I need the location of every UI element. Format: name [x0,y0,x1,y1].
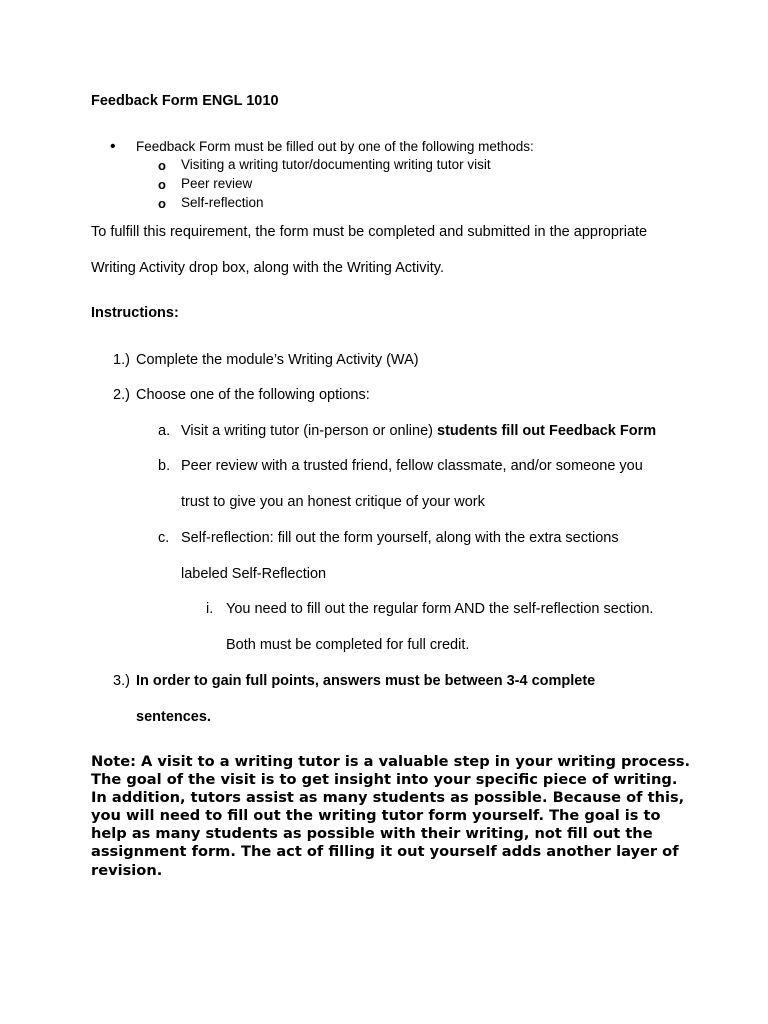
subpoint-text: You need to fill out the regular form AND the self-reflection section. [226,601,654,617]
option-text: labeled Self-Reflection [181,566,327,582]
option-letter: a. [158,423,171,439]
method-item: Visiting a writing tutor/documenting writing tutor visit [181,157,491,172]
step-number: 1.) [113,352,130,368]
requirement-line: To fulfill this requirement, the form must be completed and submitted in the appropriate [91,224,648,240]
requirement-line: Writing Activity drop box, along with the Writing Activity. [91,260,444,276]
option-text: trust to give you an honest critique of your work [181,494,485,510]
sub-bullet-marker: o [158,158,166,173]
method-item: Self-reflection [181,195,264,210]
note-paragraph: Note: A visit to a writing tutor is a valuable step in your writing process. The goal of the visit is to get insight into your specific piece of writing. In addition, tutors assist as many students as possible. Because of this, you will need to fill out the writing tutor form yourself. The goal is to help as many students as possible with their writing, not fill out the assignment form. The act of filling it out yourself adds another layer of revision. [91,753,691,879]
subpoint-numeral: i. [206,601,214,617]
bullet-marker: • [110,138,116,155]
step-number: 3.) [113,673,130,689]
step-number: 2.) [113,387,130,403]
step-text: sentences. [136,709,211,725]
sub-bullet-marker: o [158,177,166,192]
sub-bullet-marker: o [158,196,166,211]
methods-intro: Feedback Form must be filled out by one of the following methods: [136,139,534,154]
step-text: In order to gain full points, answers must be between 3-4 complete [136,673,596,689]
option-emphasis: students fill out Feedback Form [437,423,657,439]
option-text [181,423,656,439]
step-text: Choose one of the following options: [136,387,370,403]
option-letter: c. [158,530,170,546]
option-plain: Visit a writing tutor (in-person or online) [181,423,438,439]
option-letter: b. [158,458,171,474]
instructions-heading: Instructions: [91,305,179,321]
option-text: Self-reflection: fill out the form yourself, along with the extra sections [181,530,619,546]
method-item: Peer review [181,176,253,191]
document-title: Feedback Form ENGL 1010 [91,93,279,109]
option-text: Peer review with a trusted friend, fellow classmate, and/or someone you [181,458,643,474]
step-text: Complete the module’s Writing Activity (WA) [136,352,419,368]
subpoint-text: Both must be completed for full credit. [226,637,470,653]
